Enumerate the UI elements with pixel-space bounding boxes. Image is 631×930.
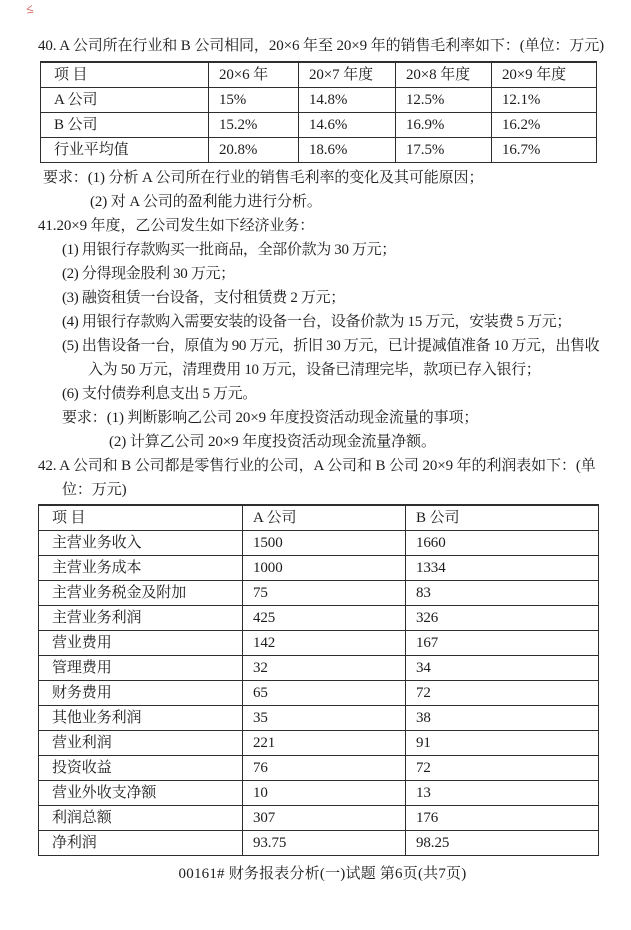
cell: 16.9% xyxy=(396,113,492,138)
cell: 38 xyxy=(406,706,599,731)
cell: 72 xyxy=(406,756,599,781)
row-label: A 公司 xyxy=(41,88,209,113)
table-row xyxy=(39,806,599,831)
table-row xyxy=(39,631,599,656)
cell: 142 xyxy=(243,631,406,656)
cell: 83 xyxy=(406,581,599,606)
cell: 1500 xyxy=(243,531,406,556)
row-label: 主营业务收入 xyxy=(39,531,243,556)
cell: 10 xyxy=(243,781,406,806)
cell: 326 xyxy=(406,606,599,631)
row-label: 主营业务成本 xyxy=(39,556,243,581)
cell: 32 xyxy=(243,656,406,681)
row-label: 行业平均值 xyxy=(41,138,209,163)
table-row xyxy=(41,113,597,138)
cell: 15.2% xyxy=(209,113,299,138)
col-header: 20×8 年度 xyxy=(396,62,492,88)
cell: 221 xyxy=(243,731,406,756)
cell: 34 xyxy=(406,656,599,681)
row-label: 营业费用 xyxy=(39,631,243,656)
col-header: B 公司 xyxy=(406,505,599,531)
cell: 93.75 xyxy=(243,831,406,856)
cell: 15% xyxy=(209,88,299,113)
row-label: B 公司 xyxy=(41,113,209,138)
cell: 12.1% xyxy=(492,88,597,113)
cell: 35 xyxy=(243,706,406,731)
page-footer: 00161# 财务报表分析(一)试题 第6页(共7页) xyxy=(178,866,467,882)
cell: 20.8% xyxy=(209,138,299,163)
table-row xyxy=(39,581,599,606)
cell: 72 xyxy=(406,681,599,706)
cell: 14.6% xyxy=(299,113,396,138)
q41-requirement-2: (2) 计算乙公司 20×9 年度投资活动现金流量净额。 xyxy=(109,434,436,450)
question-42-text: 42. A 公司和 B 公司都是零售行业的公司，A 公司和 B 公司 20×9 年的利润表如下：(单位：万元) xyxy=(38,458,596,498)
row-label: 财务费用 xyxy=(39,681,243,706)
cell: 1334 xyxy=(406,556,599,581)
cell: 16.7% xyxy=(492,138,597,163)
cell: 307 xyxy=(243,806,406,831)
cell: 98.25 xyxy=(406,831,599,856)
q41-item-3: (3) 融资租赁一台设备，支付租赁费 2 万元； xyxy=(62,290,345,306)
row-label: 营业外收支净额 xyxy=(39,781,243,806)
table-row xyxy=(39,681,599,706)
cell: 76 xyxy=(243,756,406,781)
cell: 425 xyxy=(243,606,406,631)
table-header-row xyxy=(39,505,599,531)
col-header: 项 目 xyxy=(39,505,243,531)
q40-requirement-1: 要求：(1) 分析 A 公司所在行业的销售毛利率的变化及其可能原因； xyxy=(43,170,484,186)
table-row xyxy=(39,731,599,756)
cell: 12.5% xyxy=(396,88,492,113)
cell: 176 xyxy=(406,806,599,831)
table-row xyxy=(39,606,599,631)
col-header: A 公司 xyxy=(243,505,406,531)
q41-item-4: (4) 用银行存款购入需要安装的设备一台，设备价款为 15 万元，安装费 5 万元； xyxy=(62,314,572,330)
cell: 17.5% xyxy=(396,138,492,163)
cell: 75 xyxy=(243,581,406,606)
table-row xyxy=(39,556,599,581)
cell: 1660 xyxy=(406,531,599,556)
col-header: 20×7 年度 xyxy=(299,62,396,88)
gross-margin-table xyxy=(40,61,597,163)
q41-item-5: (5) 出售设备一台，原值为 90 万元，折旧 30 万元，已计提减值准备 10 万元，出售收入为 50 万元，清理费用 10 万元，设备已清理完毕，款项已存入银行； xyxy=(62,338,600,378)
cell: 14.8% xyxy=(299,88,396,113)
row-label: 净利润 xyxy=(39,831,243,856)
col-header: 20×9 年度 xyxy=(492,62,597,88)
question-40-text: 40. A 公司所在行业和 B 公司相同，20×6 年至 20×9 年的销售毛利率如下：(单位：万元) xyxy=(38,38,604,54)
row-label: 投资收益 xyxy=(39,756,243,781)
red-pen-mark: ≤ xyxy=(24,0,35,17)
cell: 13 xyxy=(406,781,599,806)
q41-item-6: (6) 支付债券利息支出 5 万元。 xyxy=(62,386,257,402)
table-row xyxy=(39,831,599,856)
q41-requirement-1: 要求：(1) 判断影响乙公司 20×9 年度投资活动现金流量的事项； xyxy=(62,410,479,426)
table-row xyxy=(39,706,599,731)
row-label: 利润总额 xyxy=(39,806,243,831)
question-41-intro: 41.20×9 年度，乙公司发生如下经济业务： xyxy=(38,218,315,234)
q40-requirement-2: (2) 对 A 公司的盈利能力进行分析。 xyxy=(90,194,322,210)
table-row xyxy=(39,781,599,806)
col-header: 项 目 xyxy=(41,62,209,88)
col-header: 20×6 年 xyxy=(209,62,299,88)
row-label: 主营业务税金及附加 xyxy=(39,581,243,606)
q41-item-2: (2) 分得现金股利 30 万元； xyxy=(62,266,235,282)
table-row xyxy=(39,656,599,681)
cell: 167 xyxy=(406,631,599,656)
table-row xyxy=(39,756,599,781)
cell: 91 xyxy=(406,731,599,756)
cell: 18.6% xyxy=(299,138,396,163)
row-label: 主营业务利润 xyxy=(39,606,243,631)
table-row xyxy=(39,531,599,556)
q41-item-1: (1) 用银行存款购买一批商品，全部价款为 30 万元； xyxy=(62,242,396,258)
table-header-row xyxy=(41,62,597,88)
cell: 16.2% xyxy=(492,113,597,138)
cell: 65 xyxy=(243,681,406,706)
income-statement-table xyxy=(38,504,599,856)
cell: 1000 xyxy=(243,556,406,581)
row-label: 其他业务利润 xyxy=(39,706,243,731)
row-label: 营业利润 xyxy=(39,731,243,756)
table-row xyxy=(41,138,597,163)
row-label: 管理费用 xyxy=(39,656,243,681)
table-row xyxy=(41,88,597,113)
